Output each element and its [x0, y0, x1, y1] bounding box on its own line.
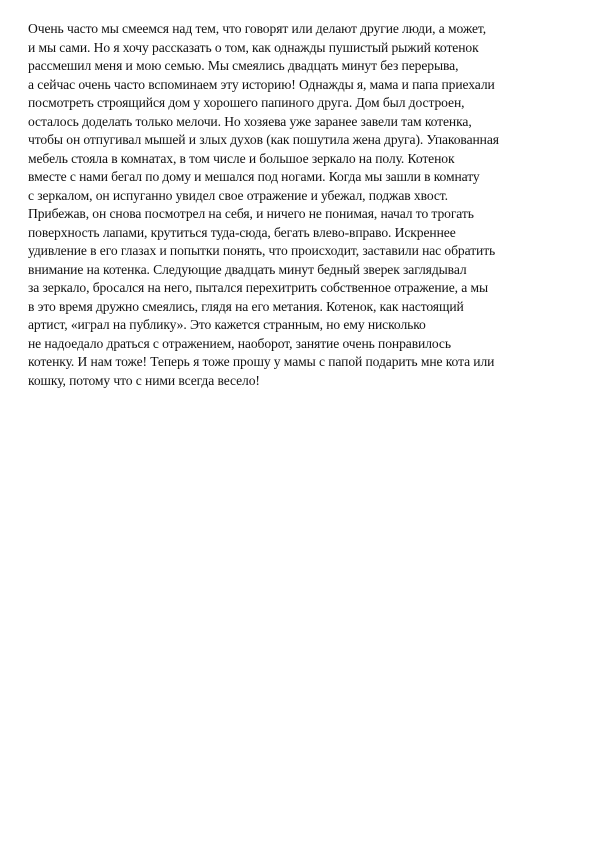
text-line: а сейчас очень часто вспоминаем эту историю! Однажды я, мама и папа приехали	[28, 76, 495, 92]
text-line: посмотреть строящийся дом у хорошего папиного друга. Дом был достроен,	[28, 95, 465, 110]
text-line: поверхность лапами, крутиться туда-сюда, бегать влево-вправо. Искреннее	[28, 224, 456, 240]
story-paragraph	[28, 20, 576, 390]
text-line: и мы сами. Но я хочу рассказать о том, как однажды пушистый рыжий котенок	[28, 39, 479, 55]
text-line: котенку. И нам тоже! Теперь я тоже прошу у мамы с папой подарить мне кота или	[28, 354, 495, 369]
text-line: вместе с нами бегал по дому и мешался под ногами. Когда мы зашли в комнату	[28, 169, 480, 184]
text-line: с зеркалом, он испуганно увидел свое отражение и убежал, поджав хвост.	[28, 187, 448, 203]
text-line: рассмешил меня и мою семью. Мы смеялись двадцать минут без перерыва,	[28, 58, 459, 73]
text-line: удивление в его глазах и попытки понять, что происходит, заставили нас обратить	[28, 243, 496, 258]
text-line: внимание на котенка. Следующие двадцать минут бедный зверек заглядывал	[28, 261, 467, 277]
text-line: чтобы он отпугивал мышей и злых духов (как пошутила жена друга). Упакованная	[28, 132, 499, 147]
text-line: мебель стояла в комнатах, в том числе и большое зеркало на полу. Котенок	[28, 150, 455, 166]
text-line: кошку, потому что с ними всегда весело!	[28, 372, 260, 388]
text-line: не надоедало драться с отражением, наоборот, занятие очень понравилось	[28, 335, 451, 351]
text-line: Прибежав, он снова посмотрел на себя, и ничего не понимая, начал то трогать	[28, 206, 474, 221]
text-line: артист, «играл на публику». Это кажется странным, но ему нисколько	[28, 317, 426, 332]
text-line: в это время дружно смеялись, глядя на его метания. Котенок, как настоящий	[28, 298, 464, 314]
text-line: за зеркало, бросался на него, пытался перехитрить собственное отражение, а мы	[28, 280, 489, 295]
text-line: осталось доделать только мелочи. Но хозяева уже заранее завели там котенка,	[28, 113, 472, 129]
text-line: Очень часто мы смеемся над тем, что говорят или делают другие люди, а может,	[28, 21, 486, 36]
